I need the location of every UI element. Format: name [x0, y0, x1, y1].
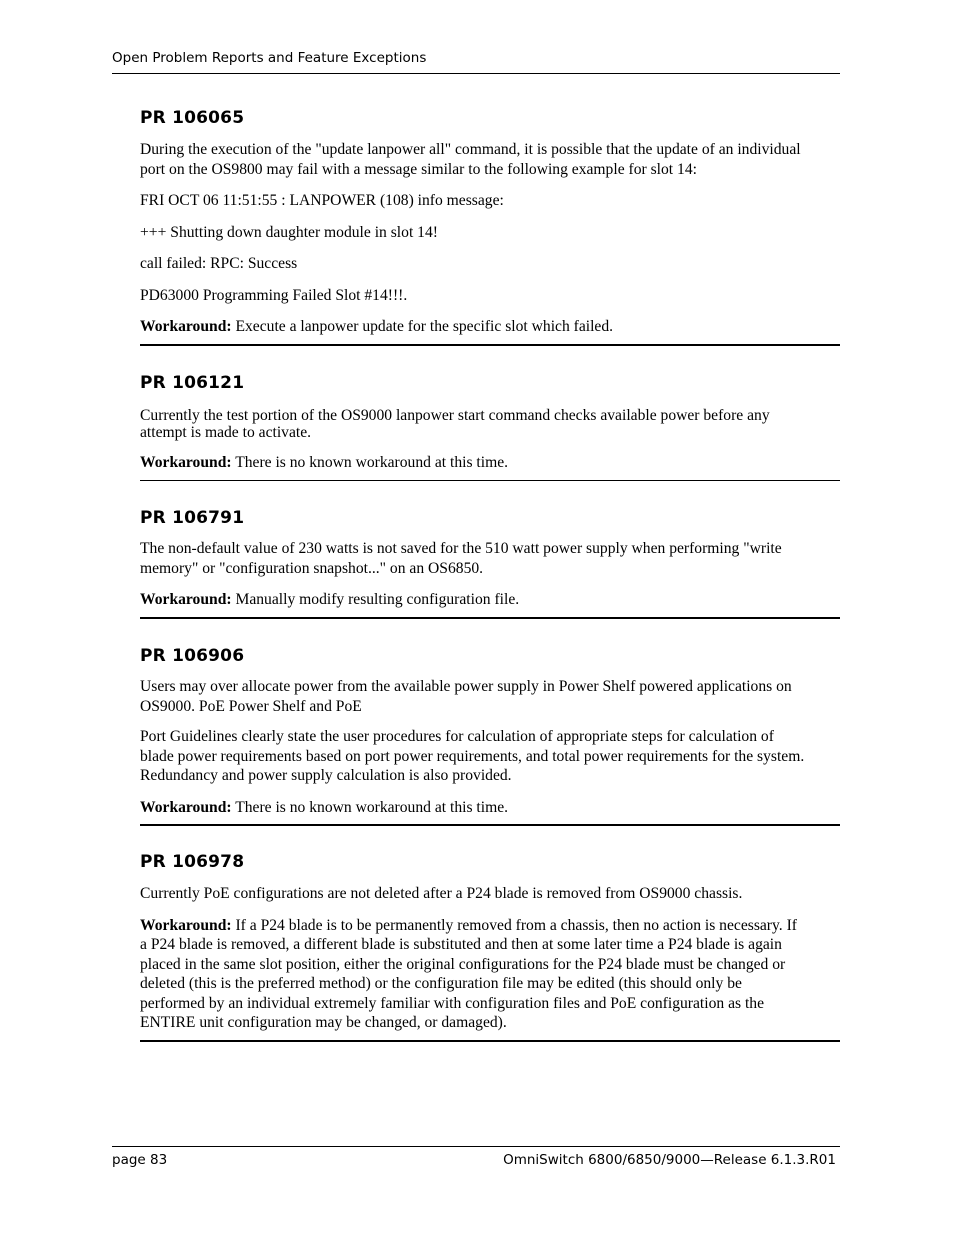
workaround-text: There is no known workaround at this time.: [231, 454, 509, 471]
pr-title: PR 106065: [140, 108, 245, 128]
section-divider: [140, 617, 840, 619]
pr-section: [140, 108, 840, 337]
workaround-text: Execute a lanpower update for the specific slot which failed.: [231, 318, 614, 335]
log-line: call failed: RPC: Success: [140, 255, 298, 272]
pr-section: [140, 852, 840, 1033]
workaround: [140, 317, 840, 337]
pr-title: PR 106121: [140, 373, 245, 393]
section-divider: [140, 480, 840, 481]
workaround-text: There is no known workaround at this time.: [231, 798, 509, 816]
log-line: FRI OCT 06 11:51:55 : LANPOWER (108) info message:: [140, 192, 504, 209]
running-header: [112, 50, 840, 74]
section-divider: [140, 344, 840, 346]
pr-title: PR 106978: [140, 852, 245, 872]
pr-description: During the execution of the "update lanpower all" command, it is possible that the update of an individual port on the OS9800 may fail with a message similar to the following example for slot 14:: [140, 141, 801, 178]
pr-description: Port Guidelines clearly state the user procedures for calculation of appropriate steps for calculation of blade power requirements based on port power requirements, and total power requirements for the system. Redundancy and power supply calculation is also provided.: [140, 728, 805, 784]
workaround-label: Workaround:: [140, 916, 232, 934]
pr-description: The non-default value of 230 watts is not saved for the 510 watt power supply when performing "write memory" or "configuration snapshot..." on an OS6850.: [140, 540, 782, 577]
pr-title: PR 106906: [140, 646, 245, 666]
pr-section: [140, 646, 840, 817]
log-line: +++ Shutting down daughter module in slot 14!: [140, 223, 438, 241]
workaround-label: Workaround:: [140, 454, 232, 471]
section-divider: [140, 1040, 840, 1042]
pr-description: Currently PoE configurations are not deleted after a P24 blade is removed from OS9000 chassis.: [140, 885, 743, 902]
workaround-label: Workaround:: [140, 318, 232, 335]
section-divider: [140, 824, 840, 826]
log-line: PD63000 Programming Failed Slot #14!!!.: [140, 286, 408, 304]
workaround-label: Workaround:: [140, 591, 232, 608]
workaround-text: If a P24 blade is to be permanently removed from a chassis, then no action is necessary. If a P24 blade is removed, a different blade is substituted and then at some later time a P24 blade is again placed in the same slot position, either the original configurations for the P24 blade must be changed or deleted (this is the preferred method) or the configuration file may be edited (this should only be performed by an individual extremely familiar with configuration files and PoE configuration as the ENTIRE unit configuration may be changed, or damaged).: [140, 916, 797, 1031]
workaround: [140, 916, 840, 1033]
workaround-text: Manually modify resulting configuration file.: [231, 591, 520, 608]
page-number: page 83: [112, 1152, 168, 1168]
pr-section: [140, 373, 840, 473]
workaround: [140, 453, 840, 473]
product-release: OmniSwitch 6800/6850/9000—Release 6.1.3.R01: [503, 1152, 836, 1168]
pr-title: PR 106791: [140, 508, 245, 528]
workaround: [140, 798, 840, 818]
pr-description: Users may over allocate power from the available power supply in Power Shelf powered applications on OS9000. PoE Power Shelf and PoE: [140, 678, 792, 715]
header-title: Open Problem Reports and Feature Exceptions: [112, 50, 427, 66]
workaround: [140, 590, 840, 610]
workaround-label: Workaround:: [140, 798, 232, 816]
pr-section: [140, 508, 840, 610]
pr-description: Currently the test portion of the OS9000 lanpower start command checks available power before any attempt is made to activate.: [140, 407, 770, 441]
running-footer: [112, 1146, 840, 1168]
